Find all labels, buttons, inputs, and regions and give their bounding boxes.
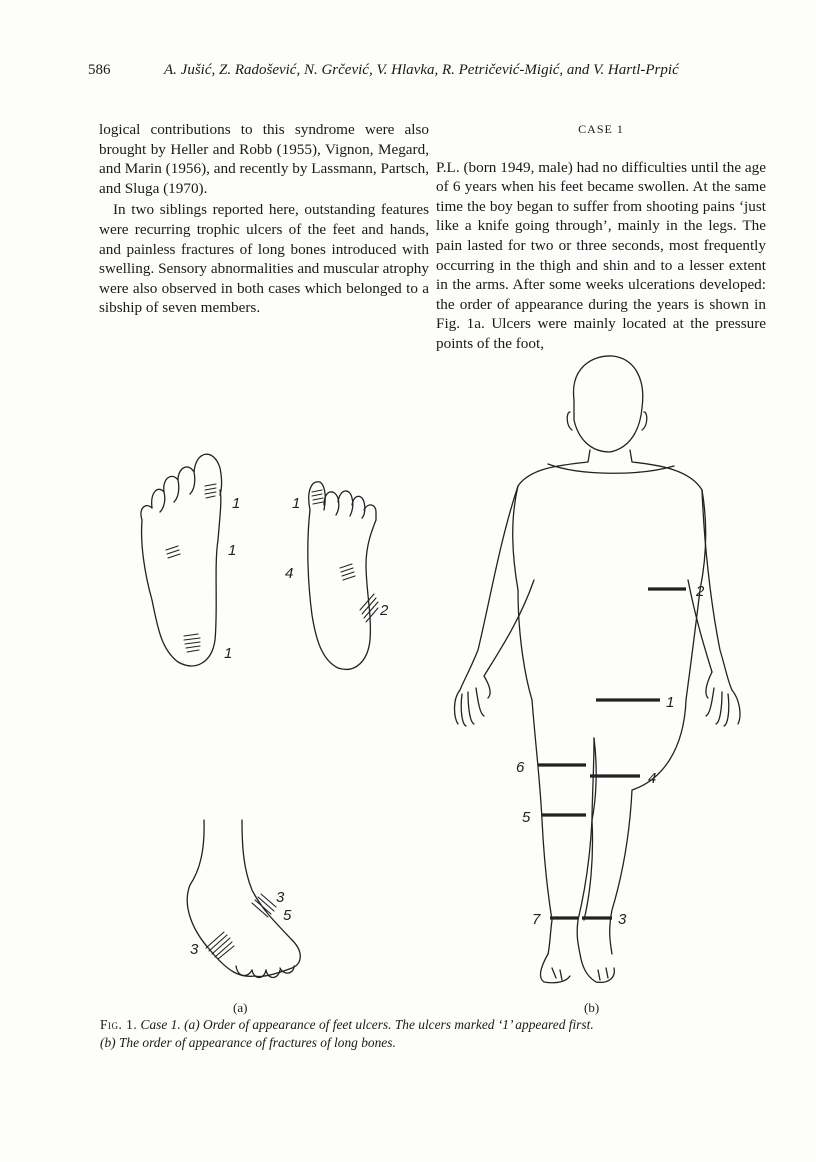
caption-case: Case 1. [140, 1017, 181, 1032]
figure-markers [190, 495, 705, 958]
marker-body-4: 4 [648, 770, 657, 787]
author-list: A. Jušić, Z. Radošević, N. Grčević, V. Hlavka, R. Petričević-Migić, and V. Hartl-Prpić [164, 62, 679, 78]
marker-body-6: 6 [516, 759, 525, 776]
marker-right-sole-4: 4 [285, 565, 294, 582]
figure-caption [100, 1016, 760, 1052]
left-column [99, 120, 429, 318]
figure-illustration [0, 350, 816, 1010]
marker-body-7: 7 [532, 911, 541, 928]
marker-left-sole-3: 1 [224, 645, 233, 662]
left-paragraph-1: logical contributions to this syndrome were also brought by Heller and Robb (1955), Vignon, Megard, and Marin (1956), and recently by Lassmann, Partsch, and Sluga (1970). [99, 121, 429, 197]
marker-left-sole-1: 1 [232, 495, 241, 512]
right-sole-drawing [308, 482, 378, 670]
caption-fig-number: Fig. 1. [100, 1017, 138, 1032]
section-heading: CASE 1 [578, 122, 624, 136]
marker-right-sole-2: 2 [380, 602, 389, 619]
marker-body-5: 5 [522, 809, 531, 826]
body-drawing [455, 356, 741, 983]
marker-body-1: 1 [666, 694, 675, 711]
running-header [88, 62, 768, 79]
page-number: 586 [88, 62, 111, 78]
marker-body-3: 3 [618, 911, 627, 928]
panel-a-label: (a) [233, 1000, 248, 1015]
left-sole-drawing [141, 454, 222, 666]
left-paragraph-2: In two siblings reported here, outstanding features were recurring trophic ulcers of the feet and hands, and painless fractures of long bones introduced with swelling. Sensory abnormalities and muscular atrophy were also observed in both cases which belonged to a sibship of seven members. [99, 201, 429, 317]
marker-side-foot-3b: 3 [190, 941, 199, 958]
panel-b-label: (b) [584, 1000, 600, 1015]
right-column [436, 120, 766, 354]
marker-body-2: 2 [696, 583, 705, 600]
marker-right-sole-1: 1 [292, 495, 301, 512]
marker-left-sole-2: 1 [228, 542, 237, 559]
marker-side-foot-5: 5 [283, 907, 292, 924]
caption-part-a: (a) Order of appearance of feet ulcers. The ulcers marked ‘1’ appeared first. [184, 1017, 594, 1032]
right-paragraph-1: P.L. (born 1949, male) had no difficulties until the age of 6 years when his feet became swollen. At the same time the boy began to suffer from shooting pains ‘just like a knife going through’, mainly in the legs. The pain lasted for two or three seconds, most frequently occurring in the thigh and shin and to a lesser extent in the arms. After some weeks ulcerations developed: the order of appearance during the years is shown in Fig. 1a. Ulcers were mainly located at the pressure points of the foot, [436, 158, 766, 352]
caption-part-b: (b) The order of appearance of fractures of long bones. [100, 1035, 396, 1050]
marker-side-foot-3a: 3 [276, 889, 285, 906]
